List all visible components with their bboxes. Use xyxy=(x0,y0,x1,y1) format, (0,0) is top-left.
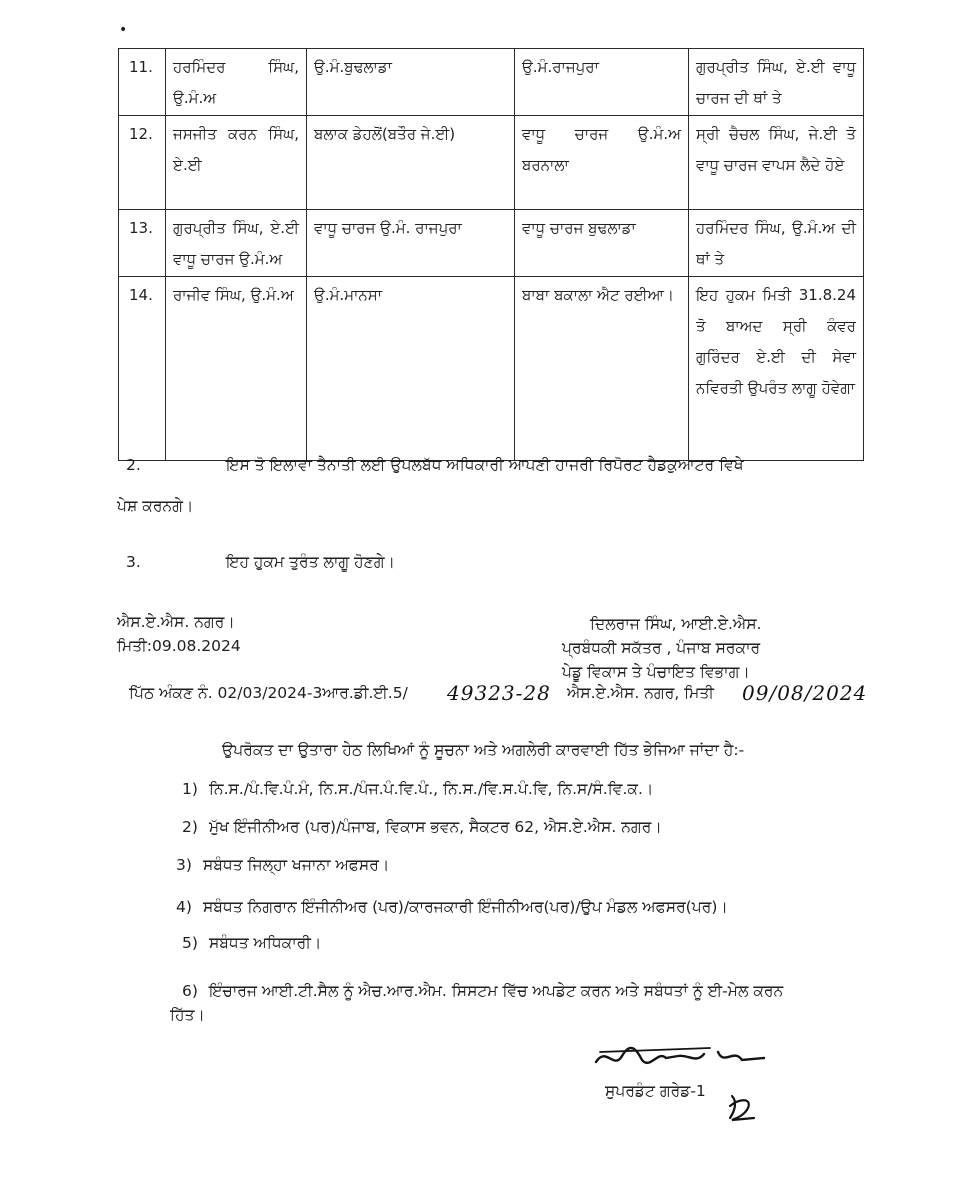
table-cell-remarks: ਸ੍ਰੀ ਚੈਚਲ ਸਿੰਘ, ਜੇ.ਈ ਤੋ ਵਾਧੂ ਚਾਰਜ ਵਾਪਸ ਲੈਦੇ ਹੋਏ xyxy=(689,116,864,210)
endorsement-place-date: ਐਸ.ਏ.ਐਸ. ਨਗਰ, ਮਿਤੀ xyxy=(567,684,714,702)
table-cell-to: ਵਾਧੂ ਚਾਰਜ ਬੁਢਲਾਡਾ xyxy=(515,210,689,277)
bullet-mark: • xyxy=(119,22,128,38)
transfer-table xyxy=(118,48,864,461)
table-cell-name: ਗੁਰਪ੍ਰੀਤ ਸਿੰਘ, ਏ.ਈ ਵਾਧੂ ਚਾਰਜ ਉ.ਮੰ.ਅ xyxy=(166,210,307,277)
signatory-department: ਪੇਡੂ ਵਿਕਾਸ ਤੇ ਪੰਚਾਇਤ ਵਿਭਾਗ। xyxy=(562,663,750,681)
signature-scribble xyxy=(592,1040,772,1080)
para2-line1: ਇਸ ਤੋ ਇਲਾਵਾ ਤੈਨਾਤੀ ਲਈ ਉਪਲਬੱਧ ਅਧਿਕਾਰੀ ਆਪਣੀ ਹਾਜਰੀ ਰਿਪੋਰਟ ਹੈਡਕੁਆਟਰ ਵਿਖੇ xyxy=(226,456,744,474)
list-item-continuation: ਹਿੱਤ। xyxy=(170,1006,205,1024)
table-cell-remarks: ਹਰਮਿੰਦਰ ਸਿੰਘ, ਉ.ਮੰ.ਅ ਦੀ ਥਾਂ ਤੇ xyxy=(689,210,864,277)
list-item: 2) ਮੁੱਖ ਇੰਜੀਨੀਅਰ (ਪਰ)/ਪੰਜਾਬ, ਵਿਕਾਸ ਭਵਨ, ਸੈਕਟਰ 62, ਐਸ.ਏ.ਐਸ. ਨਗਰ। xyxy=(182,818,662,836)
table-row xyxy=(119,210,864,277)
endorsement-handwritten-date: 09/08/2024 xyxy=(742,681,868,705)
superintendent-label: ਸੁਪਰਡੰਟ ਗਰੇਡ-1 xyxy=(605,1082,706,1100)
endorsement-handwritten-number: 49323-28 xyxy=(447,681,551,705)
table-cell-remarks: ਗੁਰਪ੍ਰੀਤ ਸਿੰਘ, ਏ.ਈ ਵਾਧੂ ਚਾਰਜ ਦੀ ਥਾਂ ਤੇ xyxy=(689,49,864,116)
list-item: 6) ਇੰਚਾਰਜ ਆਈ.ਟੀ.ਸੈਲ ਨੂੰ ਐਚ.ਆਰ.ਐਮ. ਸਿਸਟਮ ਵਿੱਚ ਅਪਡੇਟ ਕਰਨ ਅਤੇ ਸਬੰਧਤਾਂ ਨੂੰ ਈ-ਮੇਲ ਕਰਨ xyxy=(182,982,784,1000)
table-cell-name: ਜਸਜੀਤ ਕਰਨ ਸਿੰਘ, ਏ.ਈ xyxy=(166,116,307,210)
endorsement-number: ਪਿੱਠ ਅੰਕਣ ਨੰ. 02/03/2024-3ਆਰ.ਡੀ.ਈ.5/ xyxy=(129,684,408,702)
table-cell-sr: 14. xyxy=(119,277,166,461)
list-item: 4) ਸਬੰਧਤ ਨਿਗਰਾਨ ਇੰਜੀਨੀਅਰ (ਪਰ)/ਕਾਰਜਕਾਰੀ ਇੰਜੀਨੀਅਰ(ਪਰ)/ਉਪ ਮੰਡਲ ਅਫਸਰ(ਪਰ)। xyxy=(176,898,728,916)
table-cell-from: ਵਾਧੂ ਚਾਰਜ ਉ.ਮੰ. ਰਾਜਪੁਰਾ xyxy=(307,210,515,277)
place-text: ਐਸ.ਏ.ਐਸ. ਨਗਰ। xyxy=(117,613,235,631)
para2-line2: ਪੇਸ਼ ਕਰਨਗੇ। xyxy=(117,497,194,515)
list-item: 5) ਸਬੰਧਤ ਅਧਿਕਾਰੀ। xyxy=(182,934,322,952)
para2-number: 2. xyxy=(126,456,141,474)
signatory-block xyxy=(562,612,761,684)
signatory-designation: ਪ੍ਰਬੰਧਕੀ ਸਕੱਤਰ , ਪੰਜਾਬ ਸਰਕਾਰ xyxy=(562,639,761,657)
copy-intro: ਉਪਰੋਕਤ ਦਾ ਉਤਾਰਾ ਹੇਠ ਲਿਖਿਆਂ ਨੂੰ ਸੂਚਨਾ ਅਤੇ ਅਗਲੇਰੀ ਕਾਰਵਾਈ ਹਿੱਤ ਭੇਜਿਆ ਜਾਂਦਾ ਹੈ:- xyxy=(222,741,745,759)
table-cell-from: ਬਲਾਕ ਡੇਹਲੋਂ(ਬਤੌਰ ਜੇ.ਈ) xyxy=(307,116,515,210)
date-text: ਮਿਤੀ:09.08.2024 xyxy=(117,637,241,655)
table-cell-sr: 13. xyxy=(119,210,166,277)
list-item: 1) ਨਿ.ਸ./ਪੰ.ਵਿ.ਪੰ.ਮੰ, ਨਿ.ਸ./ਪੰਜ.ਪੰ.ਵਿ.ਪੰ., ਨਿ.ਸ./ਵਿ.ਸ.ਪੰ.ਵਿ, ਨਿ.ਸ/ਸੰ.ਵਿ.ਕ.। xyxy=(182,780,654,798)
table-cell-name: ਰਾਜੀਵ ਸਿੰਘ, ਉ.ਮੰ.ਅ xyxy=(166,277,307,461)
table-row xyxy=(119,49,864,116)
table-row xyxy=(119,277,864,461)
signatory-name: ਦਿਲਰਾਜ ਸਿੰਘ, ਆਈ.ਏ.ਐਸ. xyxy=(590,615,762,633)
para3-text: ਇਹ ਹੁਕਮ ਤੁਰੰਤ ਲਾਗੂ ਹੋਣਗੇ। xyxy=(226,553,395,571)
table-cell-from: ਉ.ਮੰ.ਬੁਢਲਾਡਾ xyxy=(307,49,515,116)
list-item: 3) ਸਬੰਧਤ ਜਿਲ੍ਹਾ ਖਜਾਨਾ ਅਫਸਰ। xyxy=(176,856,390,874)
table-row xyxy=(119,116,864,210)
table-cell-to: ਵਾਧੂ ਚਾਰਜ ਉ.ਮੰ.ਅ ਬਰਨਾਲਾ xyxy=(515,116,689,210)
table-cell-to: ਬਾਬਾ ਬਕਾਲਾ ਐਟ ਰਈਆ। xyxy=(515,277,689,461)
initial-mark xyxy=(726,1092,760,1124)
place-date-block xyxy=(117,610,241,658)
table-cell-sr: 11. xyxy=(119,49,166,116)
table-cell-remarks: ਇਹ ਹੁਕਮ ਮਿਤੀ 31.8.24 ਤੋ ਬਾਅਦ ਸ੍ਰੀ ਕੰਵਰ ਗੁਰਿੰਦਰ ਏ.ਈ ਦੀ ਸੇਵਾ ਨਵਿਰਤੀ ਉਪਰੰਤ ਲਾਗੂ ਹੋਵੇਗਾ xyxy=(689,277,864,461)
table-cell-sr: 12. xyxy=(119,116,166,210)
table-cell-name: ਹਰਮਿੰਦਰ ਸਿੰਘ, ਉ.ਮੰ.ਅ xyxy=(166,49,307,116)
para3-number: 3. xyxy=(126,553,141,571)
table-cell-from: ਉ.ਮੰ.ਮਾਨਸਾ xyxy=(307,277,515,461)
table-cell-to: ਉ.ਮੰ.ਰਾਜਪੁਰਾ xyxy=(515,49,689,116)
